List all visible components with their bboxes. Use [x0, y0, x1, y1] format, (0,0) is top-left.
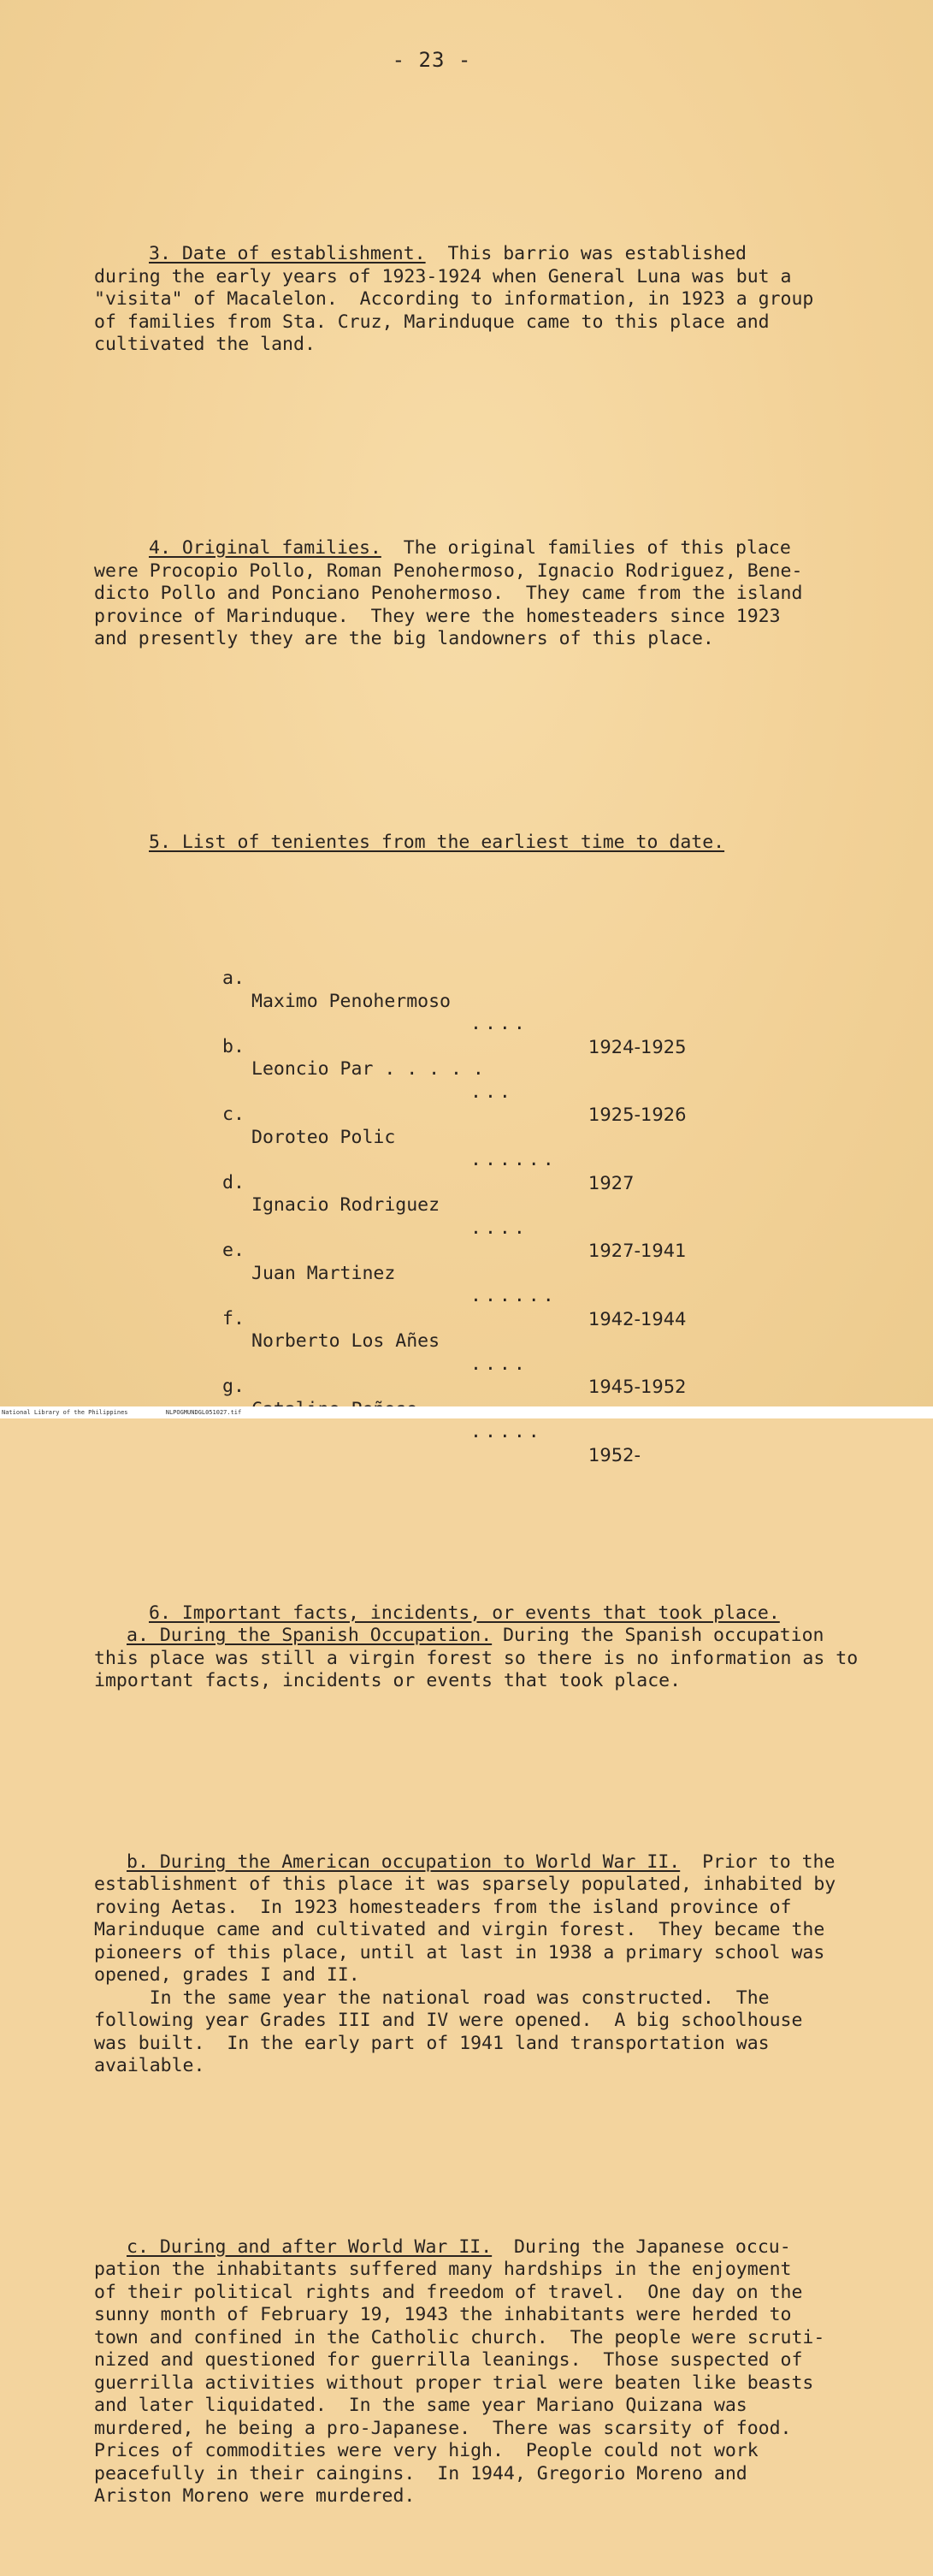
list-item-letter: c. [222, 1104, 245, 1125]
scan-footer [0, 1406, 933, 1418]
section-6c-line: sunny month of February 19, 1943 the inhabitants were herded to [94, 2304, 792, 2325]
section-6b [94, 1851, 881, 2078]
list-item-letter: d. [222, 1171, 245, 1193]
section-6b-line: roving Aetas. In 1923 homesteaders from the island province of [94, 1896, 792, 1918]
list-item-letter: f. [222, 1307, 245, 1329]
section-4-line: The original families of this place [381, 537, 791, 559]
list-item-dots: .... [470, 1217, 529, 1239]
list-item-dots: ..... [470, 1421, 543, 1442]
document-body [94, 152, 881, 2576]
section-3-heading: 3. Date of establishment. [149, 243, 426, 264]
section-6c-heading: c. During and after World War II. [127, 2235, 493, 2258]
section-6a-heading: a. During the Spanish Occupation. [127, 1625, 493, 1646]
list-item-dots: ...... [470, 1285, 558, 1306]
section-4 [94, 537, 881, 651]
section-6b-line: available. [94, 2055, 205, 2076]
section-6c-line: and later liquidated. In the same year Mariano Quizana was [94, 2395, 747, 2416]
list-item-dots: .... [470, 1013, 529, 1034]
section-6c [94, 2236, 881, 2508]
section-6c-line: guerrilla activities without proper trial were beaten like beasts [94, 2372, 814, 2394]
list-item-years: 1927-1941 [588, 1241, 687, 1261]
list-item [94, 1149, 881, 1261]
page-number: - 23 - [392, 48, 472, 72]
section-3-line: "visita" of Macalelon. According to information, in 1923 a group [94, 288, 814, 310]
list-item-dots: .... [470, 1353, 529, 1375]
section-6c-line: town and confined in the Catholic church. The people were scruti- [94, 2326, 825, 2348]
section-6c-line: murdered, he being a pro-Japanese. There was scarsity of food. [94, 2417, 792, 2439]
list-item-letter: g. [222, 1376, 245, 1397]
section-6a-line: important facts, incidents or events that took place. [94, 1670, 682, 1691]
section-6c-line: Prices of commodities were very high. People could not work [94, 2440, 759, 2461]
list-item-years: 1952- [588, 1444, 641, 1466]
section-6a-line: this place was still a virgin forest so there is no information as to [94, 1647, 859, 1669]
list-item-years: 1927 [588, 1172, 635, 1193]
section-6b-line: following year Grades III and IV were opened. A big schoolhouse [94, 2010, 803, 2031]
section-3-line: This barrio was established [425, 243, 747, 264]
list-item-letter: a. [222, 968, 245, 989]
list-item-letter: b. [222, 1035, 245, 1057]
list-item-dots: ... [470, 1081, 514, 1103]
section-6b-line: opened, grades I and II. [94, 1964, 360, 1986]
list-item-letter: e. [222, 1240, 245, 1261]
list-item-years: 1942-1944 [588, 1308, 687, 1329]
list-item-name: Juan Martinez [251, 1262, 396, 1284]
list-item-years: 1925-1926 [588, 1104, 687, 1125]
list-item [94, 945, 881, 1057]
footer-file-id: NLPOGMUNDGL051027.tif [165, 1409, 242, 1416]
section-6-heading: 6. Important facts, incidents, or events that took place. [149, 1602, 780, 1624]
section-4-line: dicto Pollo and Ponciano Penohermoso. They came from the island [94, 583, 803, 604]
section-6c-line: nized and questioned for guerrilla leanings. Those suspected of [94, 2349, 803, 2371]
section-3-line: of families from Sta. Cruz, Marinduque came to this place and [94, 311, 770, 333]
section-4-line: were Procopio Pollo, Roman Penohermoso, Ignacio Rodriguez, Bene- [94, 560, 803, 582]
list-item-name: Leoncio Par . . . . . [251, 1058, 484, 1080]
section-6b-line: establishment of this place it was sparsely populated, inhabited by [94, 1874, 836, 1895]
section-4-heading: 4. Original families. [149, 537, 381, 559]
section-6b-line: In the same year the national road was constructed. The [94, 1987, 770, 2009]
section-6c-line: of their political rights and freedom of travel. One day on the [94, 2281, 803, 2303]
footer-library: National Library of the Philippines [2, 1409, 128, 1416]
section-6a-line: During the Spanish occupation [492, 1625, 824, 1646]
section-4-line: and presently they are the big landowners of this place. [94, 628, 714, 649]
section-5 [94, 832, 881, 855]
section-6b-line: Marinduque came and cultivated and virgin forest. They became the [94, 1919, 825, 1940]
section-3 [94, 243, 881, 357]
section-6b-line: pioneers of this place, until at last in 1938 a primary school was [94, 1941, 825, 1963]
tenientes-list [94, 900, 881, 1466]
section-6b-heading: b. During the American occupation to World War II. [127, 1851, 681, 1873]
section-6c-line: pation the inhabitants suffered many hardships in the enjoyment [94, 2259, 792, 2280]
section-6b-line: Prior to the [680, 1851, 836, 1873]
section-3-line: cultivated the land. [94, 334, 316, 355]
list-item-name: Norberto Los Añes [251, 1330, 440, 1352]
section-6c-line: peacefully in their caingins. In 1944, Gregorio Moreno and [94, 2462, 747, 2484]
list-item-dots: ...... [470, 1149, 558, 1170]
section-6b-line: was built. In the early part of 1941 land transportation was [94, 2032, 770, 2054]
section-6 [94, 1602, 881, 1693]
list-item-name: Ignacio Rodriguez [251, 1194, 440, 1216]
list-item-name: Maximo Penohermoso [251, 990, 451, 1012]
section-3-line: during the early years of 1923-1924 when General Luna was but a [94, 265, 792, 287]
list-item-name: Doroteo Polic [251, 1126, 396, 1148]
section-6c-line: During the Japanese occu- [492, 2235, 791, 2258]
section-6c-line: Ariston Moreno were murdered. [94, 2485, 416, 2507]
section-4-line: province of Marinduque. They were the homesteaders since 1923 [94, 605, 781, 627]
list-item-years: 1924-1925 [588, 1036, 687, 1057]
list-item-years: 1945-1952 [588, 1377, 687, 1397]
section-5-heading: 5. List of tenientes from the earliest time to date. [149, 832, 725, 853]
